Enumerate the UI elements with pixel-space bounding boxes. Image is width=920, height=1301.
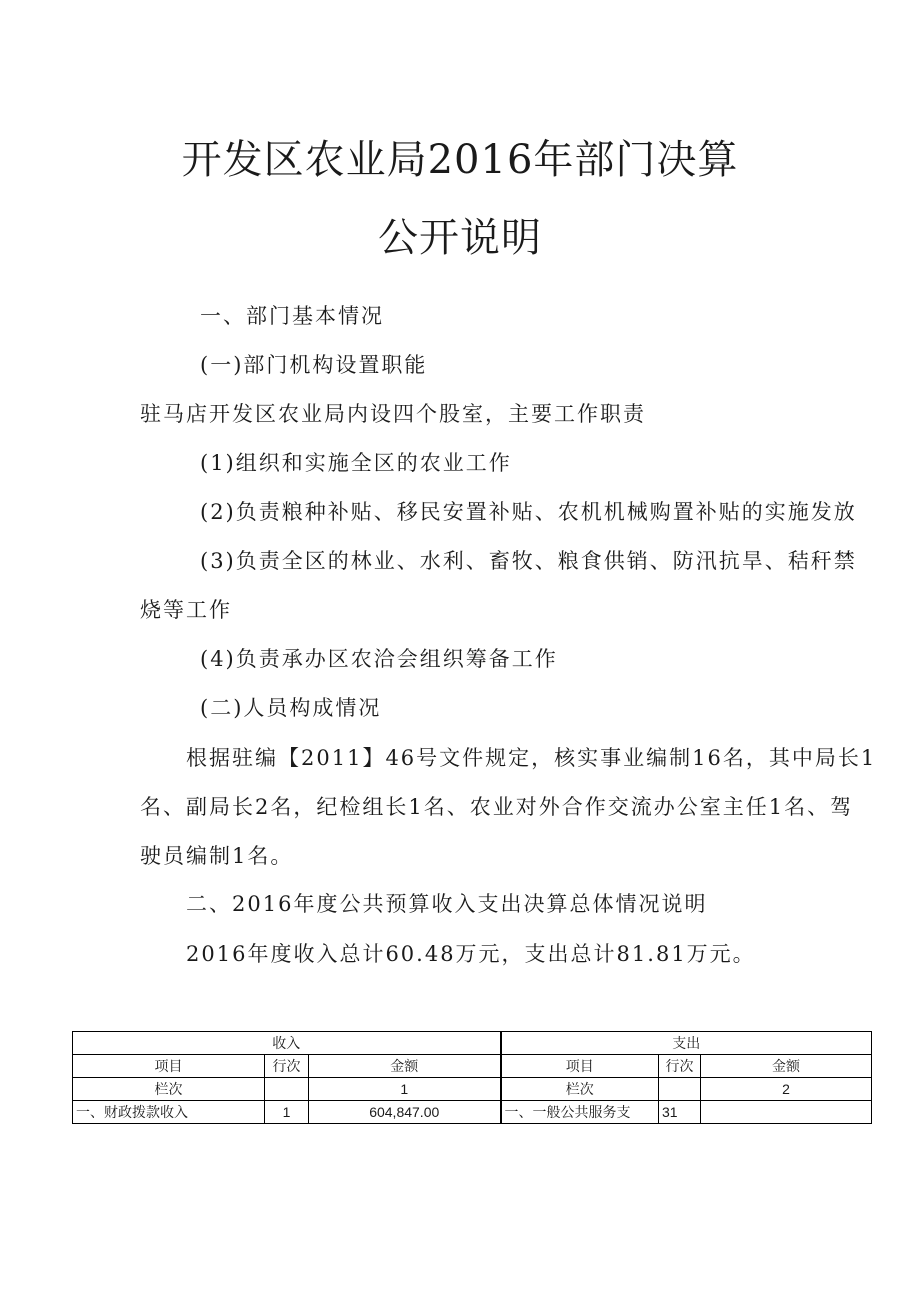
section2-heading: 二、2016年度公共预算收入支出决算总体情况说明 — [186, 892, 708, 916]
cell-item-2: 栏次 — [501, 1078, 659, 1101]
col-item-2: 项目 — [501, 1055, 659, 1078]
cell-item-2: 一、一般公共服务支 — [501, 1101, 659, 1124]
expense-header: 支出 — [501, 1032, 872, 1055]
staff-text-b: 名、副局长2名，纪检组长1名、农业对外合作交流办公室主任1名、驾 — [140, 795, 854, 819]
section1-sub1: (一)部门机构设置职能 — [200, 353, 428, 377]
cell-amount: 1 — [309, 1078, 501, 1101]
duty-3b: 烧等工作 — [140, 598, 232, 622]
cell-amount-2 — [701, 1101, 872, 1124]
col-item: 项目 — [73, 1055, 265, 1078]
col-amount: 金额 — [309, 1055, 501, 1078]
col-line-2: 行次 — [659, 1055, 701, 1078]
intro-text: 驻马店开发区农业局内设四个股室，主要工作职责 — [140, 402, 646, 426]
cell-line-2 — [659, 1078, 701, 1101]
table-group-header-row — [73, 1032, 872, 1055]
cell-item: 一、财政拨款收入 — [73, 1101, 265, 1124]
cell-amount-2: 2 — [701, 1078, 872, 1101]
table-column-header-row — [73, 1055, 872, 1078]
document-title-line2: 公开说明 — [378, 215, 542, 261]
cell-line: 1 — [265, 1101, 309, 1124]
duty-4: (4)负责承办区农洽会组织筹备工作 — [200, 647, 558, 671]
section1-sub2: (二)人员构成情况 — [200, 696, 382, 720]
cell-amount: 604,847.00 — [309, 1101, 501, 1124]
section1-heading: 一、部门基本情况 — [200, 304, 384, 328]
cell-line — [265, 1078, 309, 1101]
totals-text: 2016年度收入总计60.48万元，支出总计81.81万元。 — [186, 942, 756, 966]
staff-text-c: 驶员编制1名。 — [140, 844, 294, 868]
cell-line-2: 31 — [659, 1101, 701, 1124]
staff-text-a: 根据驻编【2011】46号文件规定，核实事业编制16名，其中局长1 — [186, 746, 877, 770]
duty-2: (2)负责粮种补贴、移民安置补贴、农机机械购置补贴的实施发放 — [200, 500, 857, 524]
table-row — [73, 1078, 872, 1101]
document-title-line1: 开发区农业局2016年部门决算 — [181, 137, 739, 183]
table-row — [73, 1101, 872, 1124]
col-amount-2: 金额 — [701, 1055, 872, 1078]
duty-1: (1)组织和实施全区的农业工作 — [200, 451, 512, 475]
cell-item: 栏次 — [73, 1078, 265, 1101]
duty-3a: (3)负责全区的林业、水利、畜牧、粮食供销、防汛抗旱、秸秆禁 — [200, 549, 857, 573]
income-header: 收入 — [73, 1032, 501, 1055]
col-line: 行次 — [265, 1055, 309, 1078]
budget-table — [72, 1031, 872, 1124]
